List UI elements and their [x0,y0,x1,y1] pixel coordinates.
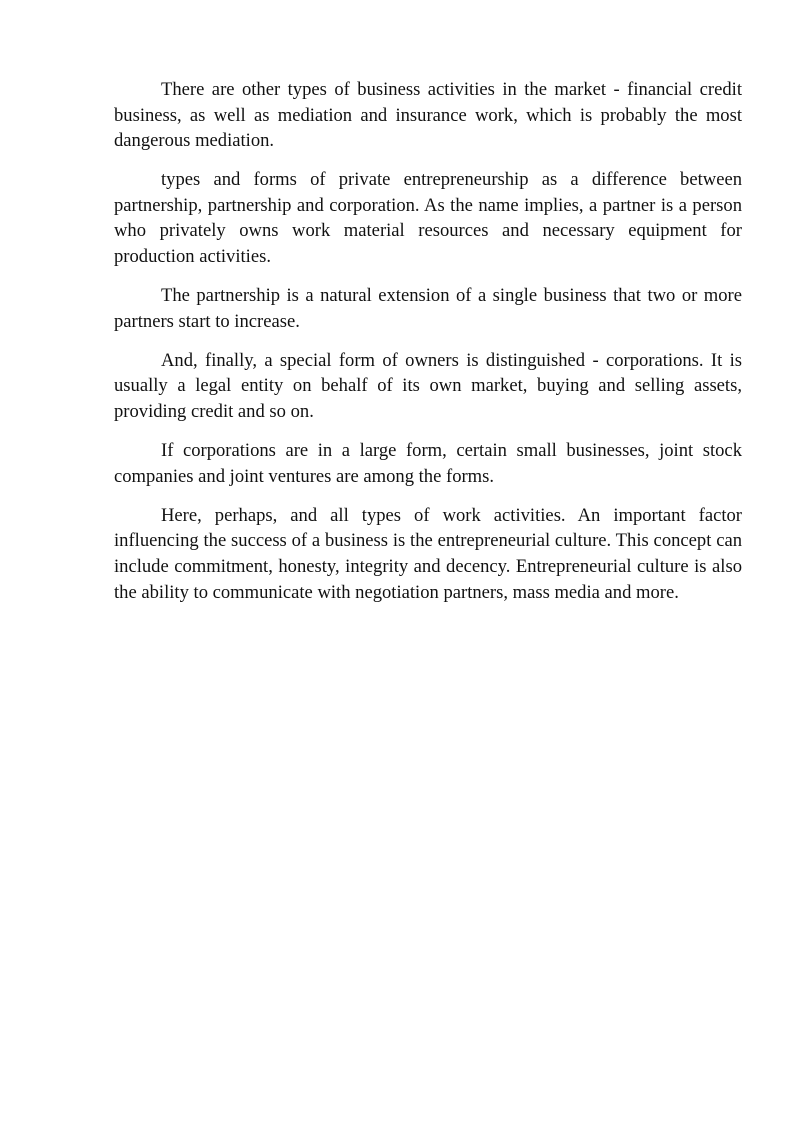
paragraph: If corporations are in a large form, certain small businesses, joint stock companies and joint ventures are among the forms. [114,440,742,487]
paragraph: And, finally, a special form of owners is distinguished - corporations. It is usually a legal entity on behalf of its own market, buying and selling assets, providing credit and so on. [114,349,742,423]
paragraph: There are other types of business activities in the market - financial credit business, as well as mediation and insurance work, which is probably the most dangerous mediation. [114,79,742,152]
paragraph: types and forms of private entrepreneurship as a difference between partnership, partnership and corporation. As the name implies, a partner is a person who privately owns work material resources and necessary equipment for production activities. [114,169,742,268]
paragraph: Here, perhaps, and all types of work activities. An important factor influencing the success of a business is the entrepreneurial culture. This concept can include commitment, honesty, integrity and decency. Entrepreneurial culture is also the ability to communicate with negotiation partners, mass media and more. [114,504,742,603]
document-body [114,77,742,619]
paragraph: The partnership is a natural extension of a single business that two or more partners start to increase. [114,285,742,332]
